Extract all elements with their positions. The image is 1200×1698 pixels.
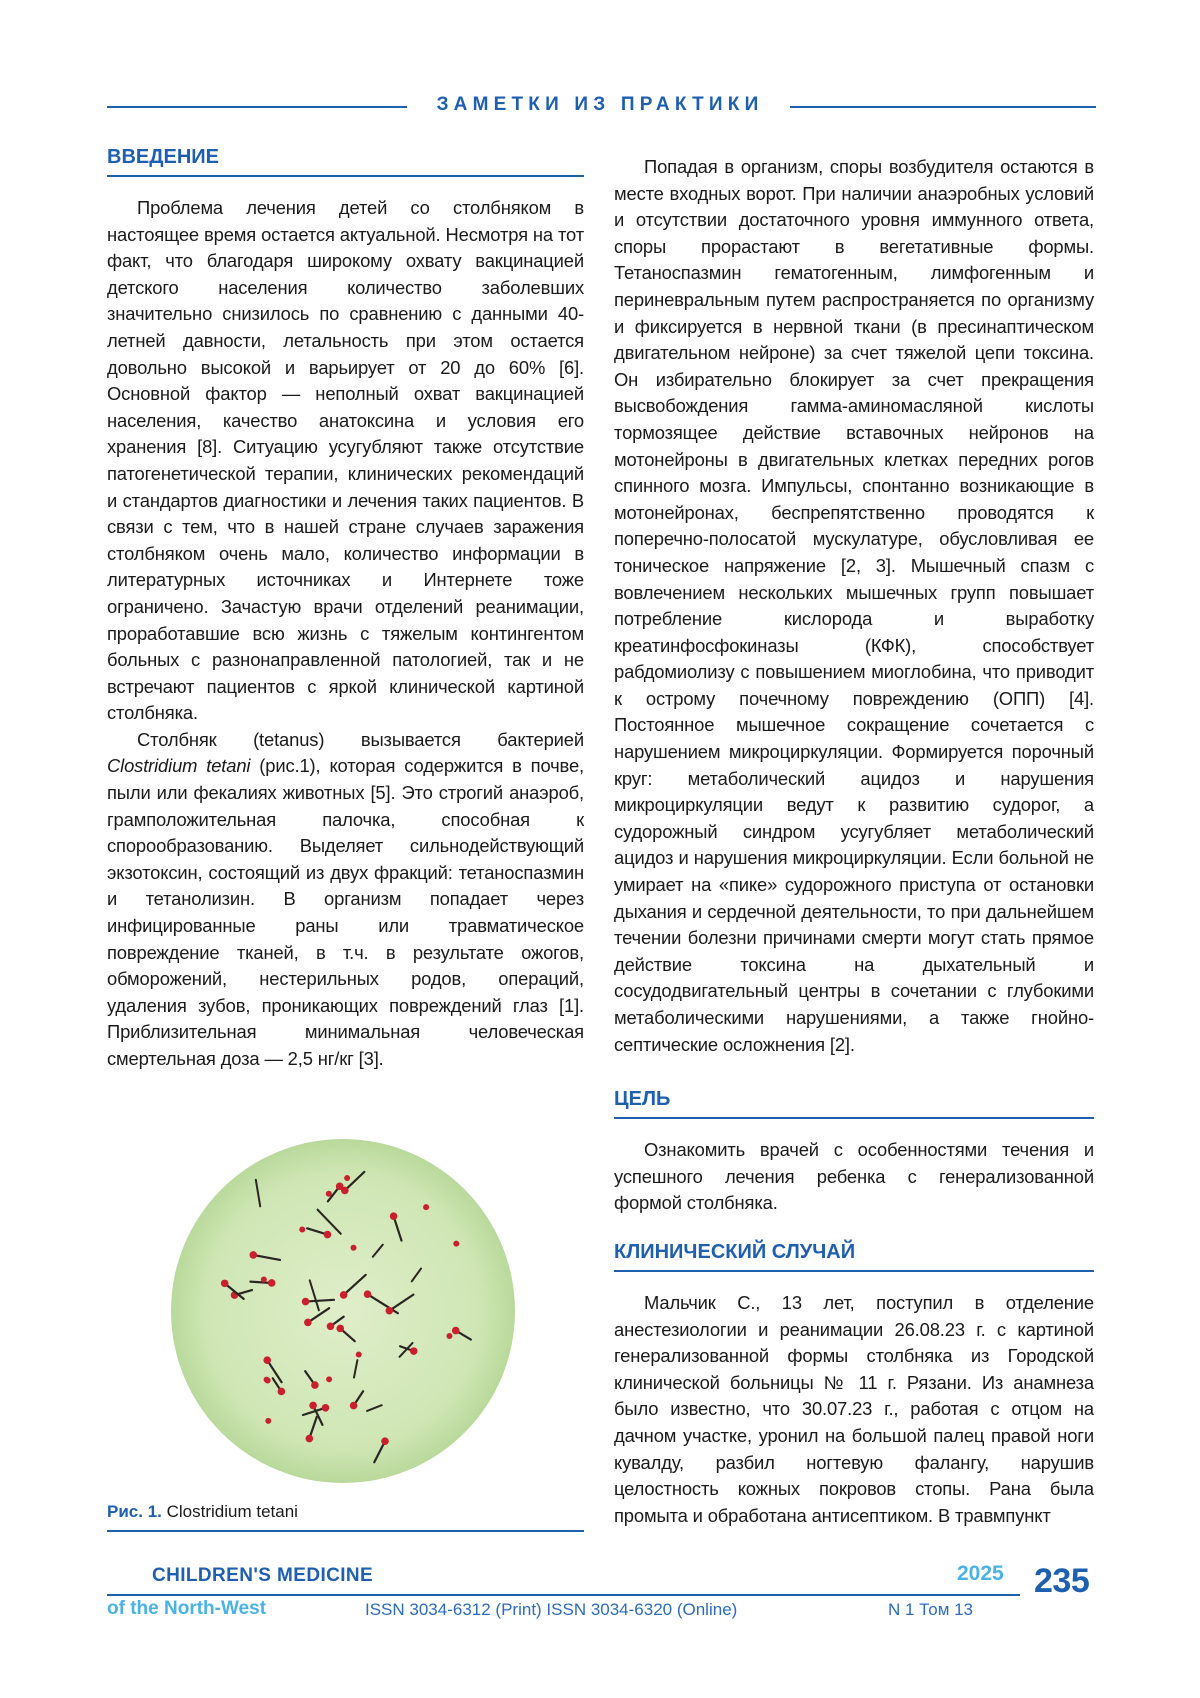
- figure-label: Рис. 1.: [107, 1502, 162, 1521]
- intro-paragraph-2: [107, 727, 584, 1073]
- free-spore: [351, 1245, 357, 1251]
- page-number: 235: [1034, 1562, 1090, 1600]
- free-spore: [326, 1376, 332, 1382]
- spore: [381, 1437, 389, 1445]
- free-spore: [299, 1227, 305, 1233]
- free-spore: [344, 1175, 350, 1181]
- pathogenesis-paragraph: Попадая в организм, споры возбудителя остаются в месте входных ворот. При наличии анаэробных условий и отсутствии достаточного уровня иммунного ответа, споры прорастают в вегетативные формы. Тетаноспазмин гематогенным, лимфогенным и периневральным путем распространяется по организму и фиксируется в нервной ткани (в пресинаптическом двигательном нейроне) за счет тяжелой цепи токсина. Он избирательно блокирует за счет прекращения высвобождения гамма-аминомасляной кислоты тормозящее действие вставочных нейронов на мотонейроны в двигательных клетках передних рогов спинного мозга. Импульсы, спонтанно возникающие в мотонейронах, беспрепятственно проводятся к поперечно-полосатой мускулатуре, обусловливая ее тоническое напряжение [2, 3]. Мышечный спазм с вовлечением нескольких мышечных групп повышает потребление кислорода и выработку креатинфосфокиназы (КФК), способствует рабдомиолизу с повышением миоглобина, что приводит к острому почечному повреждению (ОПП) [4]. Постоянное мышечное сокращение сочетается с нарушением микроциркуляции. Формируется порочный круг: метаболический ацидоз и нарушения микроциркуляции ведут к развитию судорог, а судорожный синдром усугубляет метаболический ацидоз и нарушения микроциркуляции. Если больной не умирает на «пике» судорожного приступа от остановки дыхания и сердечной деятельности, то при дальнейшем течении болезни причинами смерти могут стать прямое действие токсина на дыхательный и сосудодвигательный центры в сочетании с глубокими метаболическими нарушениями, а также гнойно-септические осложнения [2].: [614, 156, 1094, 1055]
- goal-paragraph: Ознакомить врачей с особенностями течения и успешного лечения ребенка с генерализованной формой столбняка.: [614, 1139, 1094, 1214]
- spore: [263, 1356, 271, 1364]
- volume-number: N 1 Том 13: [888, 1600, 974, 1619]
- free-spore: [261, 1277, 267, 1283]
- spore: [336, 1183, 344, 1191]
- free-spore: [446, 1333, 452, 1339]
- spore: [309, 1402, 317, 1410]
- case-heading: КЛИНИЧЕСКИЙ СЛУЧАЙ: [614, 1241, 1094, 1272]
- spore: [340, 1291, 348, 1299]
- figure-clostridium: [170, 1138, 516, 1484]
- spore: [322, 1404, 330, 1412]
- spore: [306, 1435, 314, 1443]
- spore: [452, 1327, 460, 1335]
- spore: [311, 1381, 319, 1389]
- header-rule-right: [790, 106, 1096, 108]
- journal-name-line2: of the North-West: [107, 1598, 267, 1619]
- free-spore: [264, 1377, 270, 1383]
- case-paragraph: Мальчик С., 13 лет, поступил в отделение анестезиологии и реанимации 26.08.23 г. с картиной генерализованной формы столбняка из Городской клинической больницы № 11 г. Рязани. Из анамнеза было известно, что 30.07.23 г., работая с отцом на дачном участке, уронил на большой палец правой ноги кувалду, разбил ногтевую фалангу, нарушив целостность кожных покровов стопы. Рана была промыта и обработана антисептиком. В травмпункт: [614, 1291, 1094, 1526]
- journal-name-line1: CHILDREN'S MEDICINE: [152, 1565, 374, 1586]
- spore: [302, 1298, 310, 1306]
- figure-caption-text: Clostridium tetani: [166, 1502, 298, 1521]
- free-spore: [265, 1418, 271, 1424]
- free-spore: [423, 1204, 429, 1210]
- issn: ISSN 3034-6312 (Print) ISSN 3034-6320 (Online): [365, 1600, 738, 1619]
- spore: [390, 1212, 398, 1220]
- header-rule-left: [107, 106, 407, 108]
- bacteria-micrograph: [170, 1138, 516, 1484]
- spore: [336, 1325, 344, 1333]
- spore: [327, 1322, 335, 1330]
- spore: [249, 1251, 257, 1259]
- spore: [304, 1319, 312, 1327]
- spore: [350, 1402, 358, 1410]
- intro-p2-species: Clostridium tetani: [107, 755, 251, 777]
- footer-rule: [107, 1594, 1020, 1596]
- spore: [410, 1347, 418, 1355]
- free-spore: [356, 1352, 362, 1358]
- intro-p2-start: Столбняк (tetanus) вызывается бактерией: [137, 728, 584, 750]
- intro-paragraph-1: Проблема лечения детей со столбняком в настоящее время остается актуальной. Несмотря на тот факт, что благодаря широкому охвату вакцинацией детского населения количество заболевших значительно снизилось по сравнению с данными 40-летней давности, летальность при этом остается довольно высокой и варьирует от 20 до 60% [6]. Основной фактор — неполный охват вакцинацией населения, качество анатоксина и условия его хранения [8]. Ситуацию усугубляют также отсутствие патогенетической терапии, клинических рекомендаций и стандартов диагностики и лечения таких пациентов. В связи с тем, что в нашей стране случаев заражения столбняком очень мало, количество информации в литературных источниках и Интернете тоже ограничено. Зачастую врачи отделений реанимации, проработавшие всю жизнь с тяжелым контингентом больных с разнонаправленной патологией, так и не встречают пациентов с яркой клинической картиной столбняка.: [107, 197, 584, 724]
- spore: [278, 1388, 286, 1396]
- spore: [364, 1290, 372, 1298]
- spore: [268, 1279, 276, 1287]
- spore: [221, 1280, 229, 1288]
- intro-p2-rest: (рис.1), которая содержится в почве, пыли или фекалиях животных [5]. Это строгий анаэроб, грамположительная палочка, способная к спорообразованию. Выделяет сильнодействующий экзотоксин, состоящий из двух фракций: тетаноспазмин и тетанолизин. В организм попадает через инфицированные раны или травматическое повреждение тканей, в т.ч. в результате ожогов, обморожений, нестерильных родов, операций, удаления зубов, проникающих повреждений глаз [1]. Приблизительная минимальная человеческая смертельная доза — 2,5 нг/кг [3].: [107, 755, 584, 1069]
- section-rubric: ЗАМЕТКИ ИЗ ПРАКТИКИ: [436, 94, 764, 115]
- goal-heading: ЦЕЛЬ: [614, 1088, 1094, 1119]
- issue-year: 2025: [957, 1562, 1004, 1585]
- spore: [324, 1231, 332, 1239]
- intro-heading: ВВЕДЕНИЕ: [107, 146, 584, 177]
- left-column: [107, 146, 584, 1073]
- figure-caption: [107, 1502, 584, 1532]
- free-spore: [453, 1241, 459, 1247]
- right-column: [614, 154, 1094, 1529]
- spore: [386, 1307, 394, 1315]
